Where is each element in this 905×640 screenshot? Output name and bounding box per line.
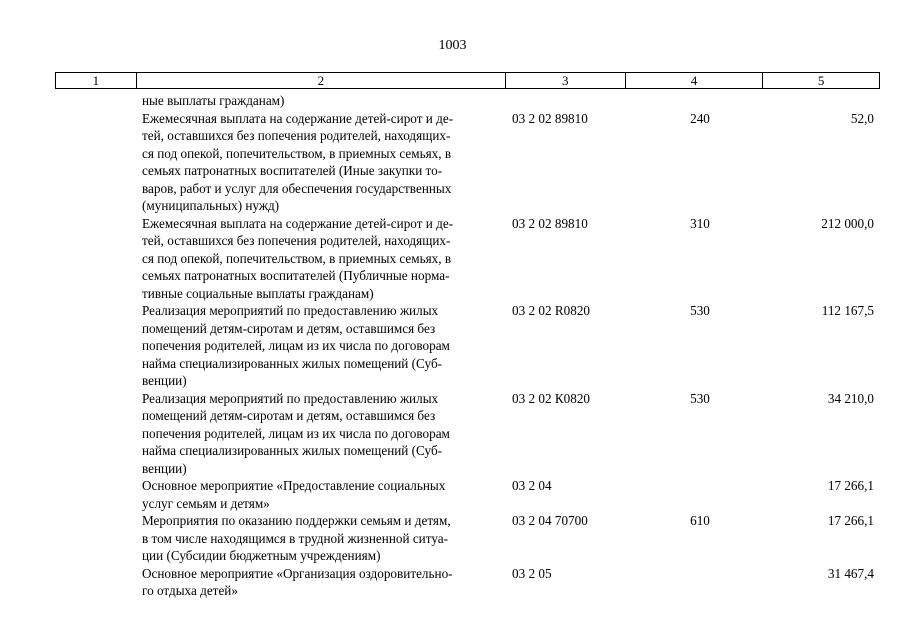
item-name: Мероприятия по оказанию поддержки семьям и детям, в том числе находящимся в трудной жизненной ситуа- ции (Субсидии бюджетным учреждениям) xyxy=(142,513,451,563)
item-amount: 112 167,5 xyxy=(821,303,874,318)
item-code: 03 2 04 xyxy=(512,478,552,493)
item-name: Ежемесячная выплата на содержание детей-сирот и де- тей, оставшихся без попечения родителей, находящих- ся под опекой, попечительством, в приемных семьях, в семьях патронатных воспитателей (Иные закупки то- варов, работ и услуг для обеспечения государственных (муниципальных) нужд) xyxy=(142,110,454,213)
table-row xyxy=(55,477,880,512)
item-amount: 212 000,0 xyxy=(821,215,874,231)
expense-type: 310 xyxy=(690,215,710,231)
item-code: 03 2 02 89810 xyxy=(512,110,588,126)
expense-type: 530 xyxy=(690,390,710,406)
expense-type: 530 xyxy=(690,303,710,318)
item-code xyxy=(505,92,625,110)
item-amount: 17 266,1 xyxy=(827,478,874,493)
item-name: Основное мероприятие «Предоставление социальных услуг семьям и детям» xyxy=(142,478,446,511)
table-row xyxy=(55,92,880,110)
item-code: 03 2 04 70700 xyxy=(512,513,588,528)
column-header-2: 2 xyxy=(136,73,505,88)
column-header-1: 1 xyxy=(92,73,100,88)
expense-type xyxy=(625,477,763,512)
expense-type xyxy=(625,565,763,600)
table-row xyxy=(55,302,880,390)
item-name: Реализация мероприятий по предоставлению жилых помещений детям-сиротам и детям, оставшимся без попечения родителей, лицам из их числа по договорам найма специализированных жилых помещений (Суб- венции) xyxy=(142,390,450,476)
item-amount: 52,0 xyxy=(850,110,874,126)
item-amount: 34 210,0 xyxy=(827,390,874,406)
page-number: 1003 xyxy=(438,38,467,53)
item-amount: 17 266,1 xyxy=(827,513,874,528)
column-header-4: 4 xyxy=(625,73,763,88)
item-name: Ежемесячная выплата на содержание детей-сирот и де- тей, оставшихся без попечения родителей, находящих- ся под опекой, попечительством, в приемных семьях, в семьях патронатных воспитателей (Публичные норма- тивные социальные выплаты гражданам) xyxy=(142,215,454,301)
table-row xyxy=(55,110,880,215)
item-amount xyxy=(763,92,880,110)
table-body xyxy=(55,92,880,600)
column-header-5: 5 xyxy=(762,73,879,88)
expense-type: 610 xyxy=(690,513,710,528)
expense-type xyxy=(625,92,763,110)
item-amount: 31 467,4 xyxy=(827,565,874,581)
table-row xyxy=(55,565,880,600)
table-row xyxy=(55,512,880,565)
item-name: Основное мероприятие «Организация оздоровительно- го отдыха детей» xyxy=(142,565,453,598)
table-row xyxy=(55,215,880,303)
item-code: 03 2 02 R0820 xyxy=(512,303,591,318)
table-row xyxy=(55,390,880,478)
item-code: 03 2 02 К0820 xyxy=(512,390,591,406)
item-name: Реализация мероприятий по предоставлению жилых помещений детям-сиротам и детям, оставшимся без попечения родителей, лицам из их числа по договорам найма специализированных жилых помещений (Суб- венции) xyxy=(142,303,450,388)
table-header-row xyxy=(55,72,880,89)
item-code: 03 2 02 89810 xyxy=(512,215,588,231)
item-name: ные выплаты гражданам) xyxy=(142,93,285,108)
item-code: 03 2 05 xyxy=(512,565,552,581)
expense-type: 240 xyxy=(690,110,710,126)
column-header-3: 3 xyxy=(505,73,625,88)
